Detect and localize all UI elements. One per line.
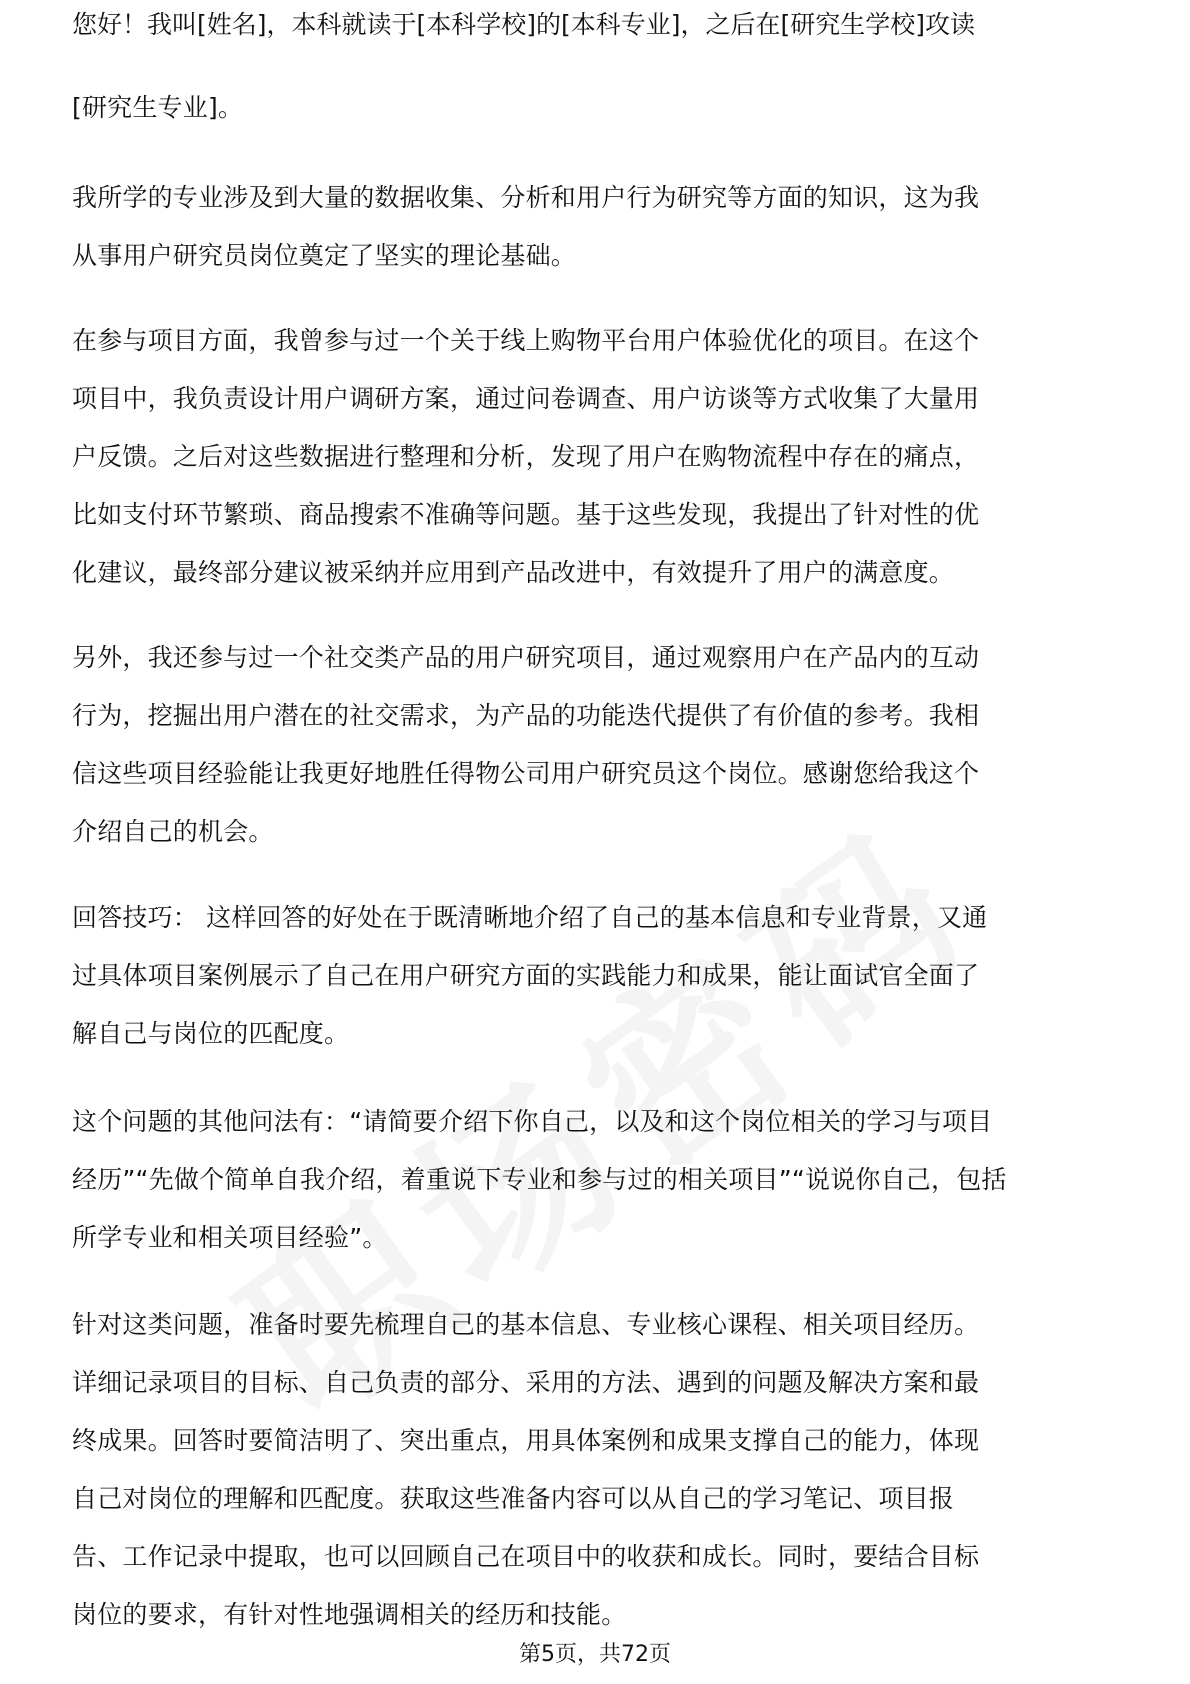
paragraph-intro-end [72,79,1132,137]
text-line: 经历”“先做个简单自我介绍，着重说下专业和参与过的相关项目”“说说你自己，包括 [72,1165,1007,1194]
text-line: 解自己与岗位的匹配度。 [72,1019,350,1048]
text-line: [研究生专业]。 [72,93,244,122]
text-line: 从事用户研究员岗位奠定了坚实的理论基础。 [72,241,577,270]
text-line: 介绍自己的机会。 [72,817,274,846]
paragraph-project-shopping [72,312,1132,602]
text-line: 针对这类问题，准备时要先梳理自己的基本信息、专业核心课程、相关项目经历。 [72,1310,980,1339]
text-line: 户反馈。之后对这些数据进行整理和分析，发现了用户在购物流程中存在的痛点， [72,442,980,471]
text-line: 信这些项目经验能让我更好地胜任得物公司用户研究员这个岗位。感谢您给我这个 [72,759,980,788]
paragraph-project-social [72,629,1132,861]
text-line: 自己对岗位的理解和匹配度。获取这些准备内容可以从自己的学习笔记、项目报 [72,1484,955,1513]
text-line: 终成果。回答时要简洁明了、突出重点，用具体案例和成果支撑自己的能力，体现 [72,1426,980,1455]
paragraph-alternative-questions [72,1093,1132,1267]
text-line: 这个问题的其他问法有：“请简要介绍下你自己，以及和这个岗位相关的学习与项目 [72,1107,993,1136]
page-number-footer: 第5页，共72页 [519,1642,671,1667]
text-line: 比如支付环节繁琐、商品搜索不准确等问题。基于这些发现，我提出了针对性的优 [72,500,980,529]
text-line: 详细记录项目的目标、自己负责的部分、采用的方法、遇到的问题及解决方案和最 [72,1368,980,1397]
text-line: 所学专业和相关项目经验”。 [72,1223,388,1252]
text-line: 另外，我还参与过一个社交类产品的用户研究项目，通过观察用户在产品内的互动 [72,643,980,672]
cut-off-top-line [72,10,1132,54]
paragraph-major [72,169,1132,285]
text-line: 化建议，最终部分建议被采纳并应用到产品改进中，有效提升了用户的满意度。 [72,558,955,587]
text-line: 在参与项目方面，我曾参与过一个关于线上购物平台用户体验优化的项目。在这个 [72,326,980,355]
paragraph-preparation [72,1296,1132,1644]
text-line: 岗位的要求，有针对性地强调相关的经历和技能。 [72,1600,627,1629]
text-line: 告、工作记录中提取，也可以回顾自己在项目中的收获和成长。同时，要结合目标 [72,1542,980,1571]
text-line: 我所学的专业涉及到大量的数据收集、分析和用户行为研究等方面的知识，这为我 [72,183,980,212]
paragraph-answer-tips [72,889,1132,1063]
text-line: 过具体项目案例展示了自己在用户研究方面的实践能力和成果，能让面试官全面了 [72,961,980,990]
text-line: 项目中，我负责设计用户调研方案，通过问卷调查、用户访谈等方式收集了大量用 [72,384,980,413]
cut-off-line-text: 您好！我叫[姓名]，本科就读于[本科学校]的[本科专业]，之后在[研究生学校]攻读 [72,10,976,39]
text-line: 行为，挖掘出用户潜在的社交需求，为产品的功能迭代提供了有价值的参考。我相 [72,701,980,730]
text-line: 回答技巧： 这样回答的好处在于既清晰地介绍了自己的基本信息和专业背景，又通 [72,903,988,932]
